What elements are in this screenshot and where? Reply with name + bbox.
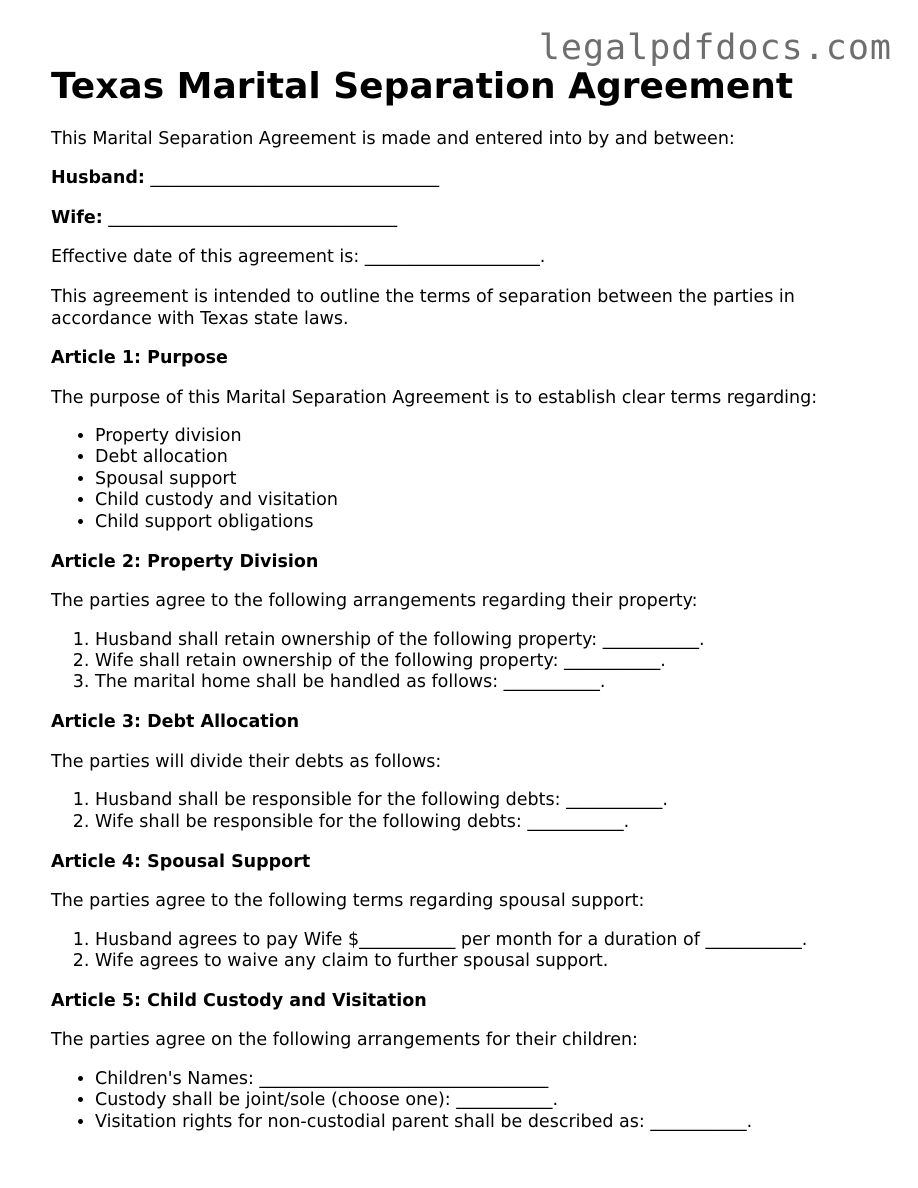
document-body	[51, 64, 881, 1133]
husband-blank[interactable]: _________________________________	[150, 168, 440, 188]
list-item: • Debt allocation	[95, 447, 881, 468]
article2-text: The parties agree to the following arrangements regarding their property:	[51, 591, 698, 612]
article5-heading: Article 5: Child Custody and Visitation	[51, 990, 427, 1011]
article4-list	[51, 930, 881, 973]
wife-blank[interactable]: _________________________________	[108, 207, 398, 228]
watermark: legalpdfdocs.com	[538, 28, 892, 68]
list-item: 3. The marital home shall be handled as follows: ___________.	[95, 672, 881, 693]
article1-heading: Article 1: Purpose	[51, 348, 228, 368]
document-title: Texas Marital Separation Agreement	[51, 66, 794, 107]
list-item: 1. Husband shall be responsible for the following debts: ___________.	[95, 790, 881, 811]
article4-text: The parties agree to the following terms regarding spousal support:	[51, 891, 645, 912]
purpose-statement: This agreement is intended to outline the terms of separation between the parties in accordance with Texas state laws.	[51, 286, 795, 329]
article2-list	[51, 630, 881, 694]
article2-heading: Article 2: Property Division	[51, 551, 319, 572]
list-item: 2. Wife shall be responsible for the following debts: ___________.	[95, 812, 881, 833]
list-item: 2. Wife agrees to waive any claim to further spousal support.	[95, 951, 881, 972]
list-item: • Custody shall be joint/sole (choose one): ___________.	[95, 1090, 881, 1111]
husband-field[interactable]	[51, 167, 881, 189]
effective-date-text: Effective date of this agreement is: ____________________.	[51, 247, 546, 267]
article1-list	[51, 426, 881, 533]
intro-text: This Marital Separation Agreement is made and entered into by and between:	[51, 128, 735, 149]
article4-heading: Article 4: Spousal Support	[51, 851, 311, 872]
list-item: 1. Husband shall retain ownership of the following property: ___________.	[95, 630, 881, 651]
list-item: 2. Wife shall retain ownership of the following property: ___________.	[95, 651, 881, 672]
article1-text: The purpose of this Marital Separation Agreement is to establish clear terms regarding:	[51, 387, 818, 408]
article3-list	[51, 790, 881, 833]
list-item: • Visitation rights for non-custodial parent shall be described as: ___________.	[95, 1112, 881, 1133]
list-item: • Child custody and visitation	[95, 490, 881, 511]
list-item: • Child support obligations	[95, 512, 881, 533]
list-item: 1. Husband agrees to pay Wife $___________ per month for a duration of ___________.	[95, 930, 881, 951]
list-item: • Children's Names: _________________________________	[95, 1069, 881, 1090]
article3-heading: Article 3: Debt Allocation	[51, 712, 300, 733]
list-item: • Property division	[95, 426, 881, 447]
article5-list	[51, 1069, 881, 1133]
wife-label: Wife:	[51, 207, 103, 228]
list-item: • Spousal support	[95, 469, 881, 490]
husband-label: Husband:	[51, 168, 145, 188]
wife-field[interactable]	[51, 207, 881, 229]
article3-text: The parties will divide their debts as follows:	[51, 751, 442, 772]
article5-text: The parties agree on the following arrangements for their children:	[51, 1030, 638, 1051]
